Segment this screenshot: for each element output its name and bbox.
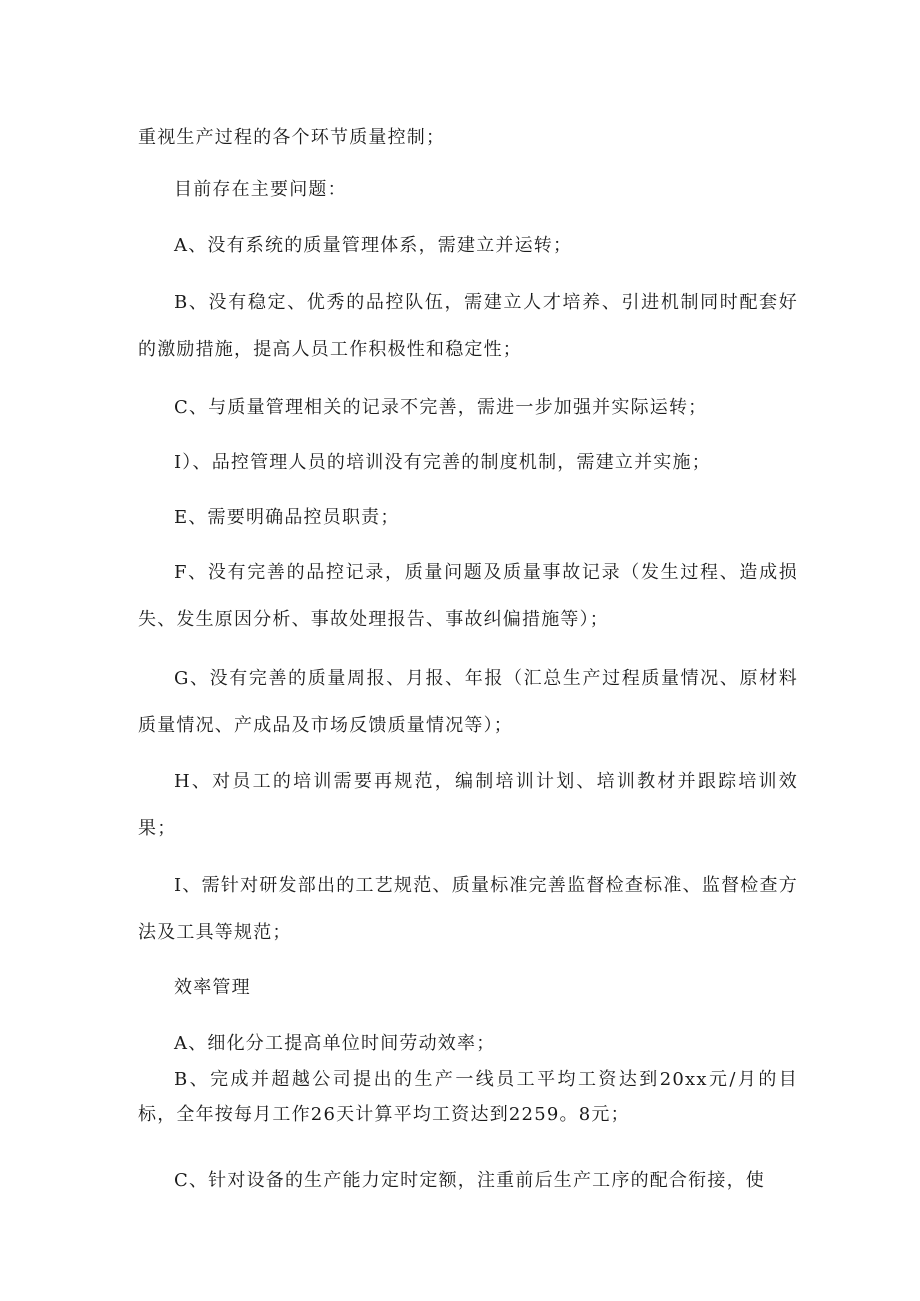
issue-a: A、没有系统的质量管理体系，需建立并运转； — [174, 235, 573, 256]
efficiency-b: B、完成并超越公司提出的生产一线员工平均工资达到20xx元/月的目标，全年按每月工作26天计算平均工资达到2259。8元； — [138, 1069, 798, 1125]
efficiency-a: A、细化分工提高单位时间劳动效率； — [174, 1033, 496, 1054]
paragraph-quality-control: 重视生产过程的各个环节质量控制； — [138, 127, 446, 148]
issue-c: C、与质量管理相关的记录不完善，需进一步加强并实际运转； — [174, 397, 708, 418]
efficiency-c: C、针对设备的生产能力定时定额，注重前后生产工序的配合衔接，使 — [174, 1170, 765, 1191]
issue-g: G、没有完善的质量周报、月报、年报（汇总生产过程质量情况、原材料质量情况、产成品及市场反馈质量情况等）； — [138, 668, 798, 736]
issue-f: F、没有完善的品控记录，质量问题及质量事故记录（发生过程、造成损失、发生原因分析、事故处理报告、事故纠偏措施等）； — [138, 562, 798, 630]
issue-h: H、对员工的培训需要再规范，编制培训计划、培训教材并跟踪培训效果； — [138, 771, 798, 839]
heading-efficiency: 效率管理 — [174, 977, 251, 998]
issue-e: E、需要明确品控员职责； — [174, 507, 400, 528]
issue-i: I、需针对研发部出的工艺规范、质量标准完善监督检查标准、监督检查方法及工具等规范； — [138, 875, 798, 943]
heading-main-issues: 目前存在主要问题： — [174, 179, 347, 200]
issue-b: B、没有稳定、优秀的品控队伍，需建立人才培养、引进机制同时配套好的激励措施，提高人员工作积极性和稳定性； — [138, 292, 798, 360]
issue-d: I）、品控管理人员的培训没有完善的制度机制，需建立并实施； — [174, 452, 711, 473]
